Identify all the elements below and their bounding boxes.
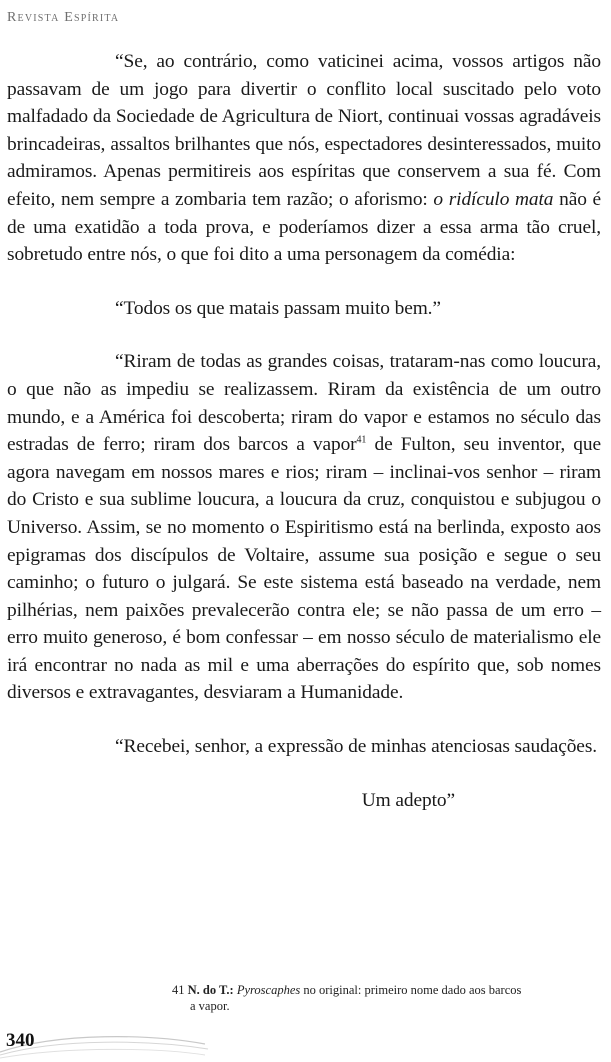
footnote-term: Pyroscaphes [236,983,301,997]
footnote-reference[interactable]: 41 [356,434,367,446]
page-number: 340 [6,1030,35,1051]
signature: Um adepto” [361,789,455,811]
footnote-label: N. do T.: [187,983,234,997]
paragraph-2-end: de Fulton, seu inventor, que agora navegam em nossos mares e rios; riram – inclinai-vos senhor – riram do Cristo e sua sublime loucura, a loucura da cruz, conquistou e subjugou o Universo. Assim, se no momento o Espiritismo está na berlinda, exposto aos epigramas dos discípulos de Voltaire, assume sua posição e segue o seu caminho; o futuro o julgará. Se este sistema está baseado na verdade, nem pilhérias, nem paixões prevalecerão contra ele; se não passa de um erro – erro muito generoso, é bom confessar – em nosso século de materialismo ele irá encontrar no nada as mil e uma aberrações do espírito que, sob nomes diversos e extravagantes, desviaram a Humanidade. [7,434,601,704]
paragraph-2-start: “Riram de todas as grandes coisas, trataram-nas como loucura, o que não as impediu se realizassem. Riram da existência de um outro mundo, e a América foi descoberta; riram do vapor e estamos no século das estradas de ferro; riram dos barcos a vapor [7,351,601,456]
paragraph-2 [7,348,601,707]
paragraph-1-start: “Se, ao contrário, como vaticinei acima, vossos artigos não passavam de um jogo para divertir o conflito local suscitado pelo voto malfadado da Sociedade de Agricultura de Niort, continuai vossas agradáveis brincadeiras, assaltos brilhantes que nós, espectadores desinteressados, muito admiramos. Apenas permitireis aos espíritas que conservem a sua fé. Com efeito, nem sempre a zombaria tem razão; o aforismo: [7,51,601,210]
page-swoosh-ornament [0,1022,240,1062]
footnote-text-continued: a vapor. [190,998,230,1013]
paragraph-1-emphasis: o ridículo mata [433,188,554,210]
body-text [7,48,601,814]
running-head: Revista Espírita [7,10,120,25]
paragraph-1 [7,48,601,269]
paragraph-1-end: não é de uma exatidão a toda prova, e poderíamos dizer a essa arma tão cruel, sobretudo entre nós, o que foi dito a uma personagem da comédia: [7,188,602,266]
quote-line: “Todos os que matais passam muito bem.” [115,297,441,319]
paragraph-3: “Recebei, senhor, a expressão de minhas atenciosas saudações. [115,736,598,758]
footnote [172,983,602,1014]
footnote-number: 41 [172,983,185,997]
footnote-text: no original: primeiro nome dado aos barcos [300,983,522,997]
